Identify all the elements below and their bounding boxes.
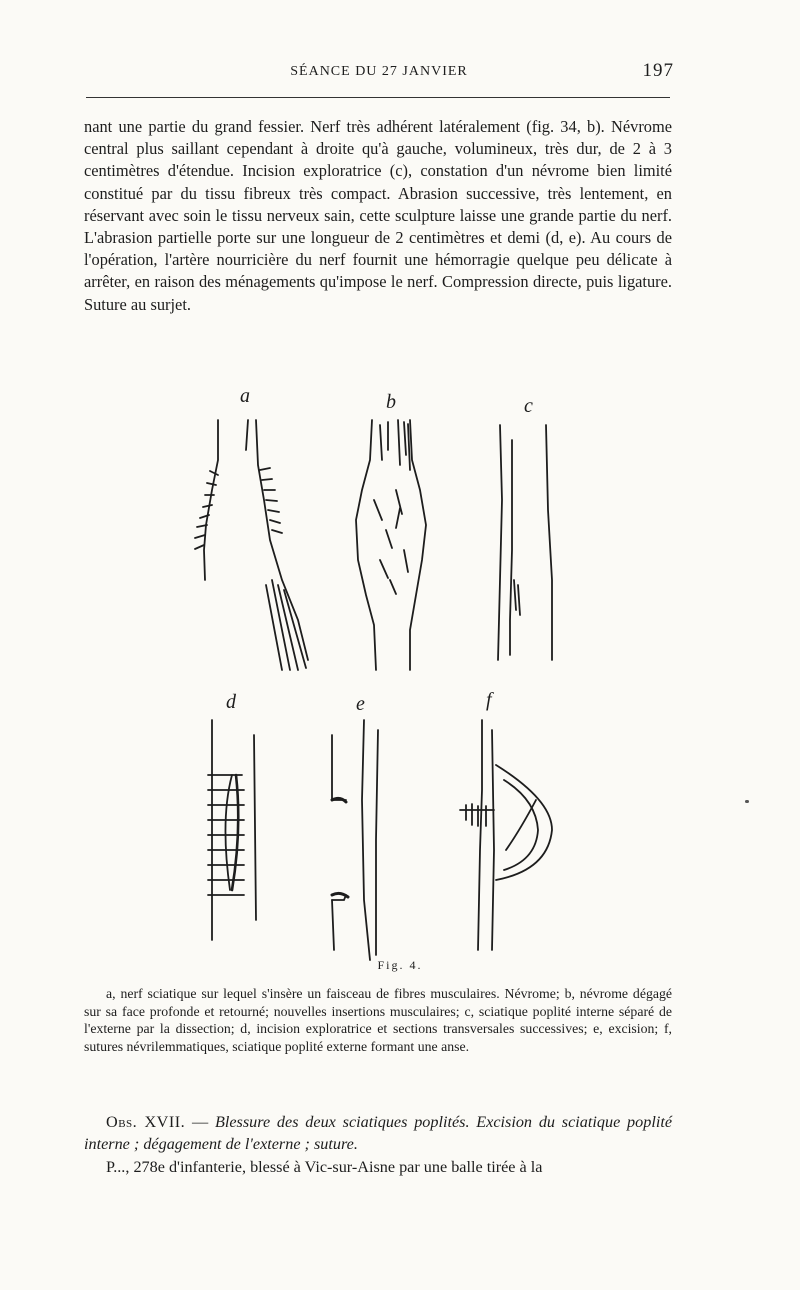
panel-d-drawing (208, 720, 256, 940)
panel-label-f: f (486, 689, 492, 711)
figure-4 (160, 380, 580, 980)
observation-label: Obs. XVII. (106, 1113, 186, 1131)
panel-label-c: c (524, 395, 533, 417)
nerve-drawings (160, 380, 580, 980)
panel-a-drawing (195, 420, 308, 670)
page-number: 197 (642, 60, 674, 81)
body-paragraph: nant une partie du grand fessier. Nerf très adhérent latéralement (fig. 34, b). Névrome central plus saillant cependant à droite qu'à gauche, volumineux, très dur, de 2 à 3 centimètres d'étendue. Incision exploratrice (c), constation d'un névrome bien limité constitué par du tissu fibreux très compact. Abrasion successive, très lentement, en réservant avec soin le tissu nerveux sain, cette sculpture laisse une grande partie du nerf. L'abrasion partielle porte sur une longueur de 2 centimètres et demi (d, e). Au cours de l'opération, l'artère nourricière du nerf fournit une hémorragie quelque peu délicate à arrêter, en raison des ménagements qu'impose le nerf. Compression directe, puis ligature. Suture au surjet. (84, 117, 672, 314)
header-rule (86, 97, 670, 98)
panel-label-a: a (240, 385, 250, 407)
figure-number: Fig. 4. (377, 958, 423, 972)
observation-heading (84, 1111, 672, 1156)
running-head (84, 62, 674, 86)
figure-caption: a, nerf sciatique sur lequel s'insère un faisceau de fibres musculaires. Névrome; b, névrome dégagé sur sa face profonde et retourné; nouvelles insertions musculaires; c, sciatique poplité interne séparé de l'externe par la dissection; d, incision exploratrice et sections transversales successives; e, excision; f, sutures névrilemmatiques, sciatique poplité externe formant une anse. (84, 986, 672, 1054)
panel-label-d: d (226, 691, 236, 713)
running-title: SÉANCE DU 27 JANVIER (290, 64, 468, 79)
panel-b-drawing (356, 420, 426, 670)
observation-dash: — (185, 1113, 215, 1131)
paper-speck (745, 800, 749, 803)
body-continuation: P..., 278e d'infanterie, blessé à Vic-sur-Aisne par une balle tirée à la (106, 1158, 543, 1176)
panel-c-drawing (498, 425, 552, 660)
panel-label-e: e (356, 693, 365, 715)
panel-f-drawing (460, 720, 552, 950)
panel-e-drawing (332, 720, 378, 960)
observation-title: Blessure des deux sciatiques poplités. Excision du sciatique poplité interne ; dégagement de l'externe ; suture. (84, 1113, 673, 1154)
panel-label-b: b (386, 391, 396, 413)
